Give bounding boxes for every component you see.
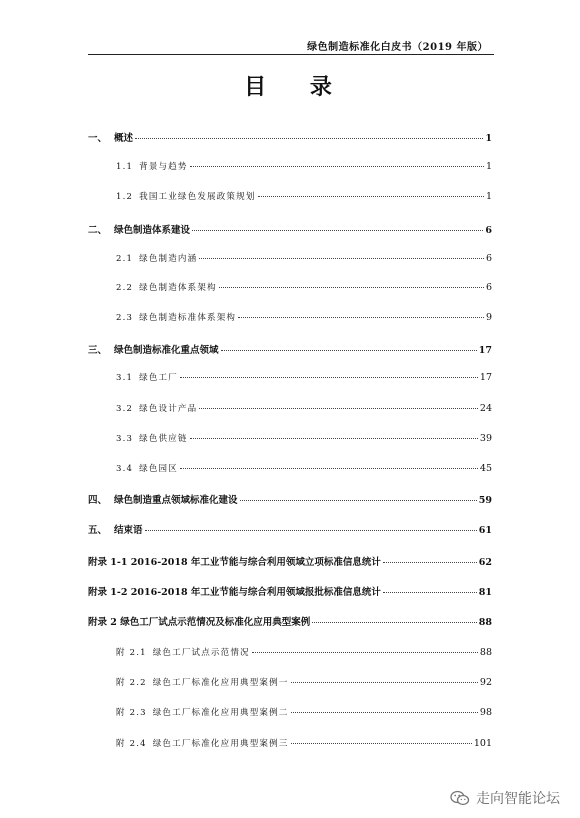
toc-entry-chapter: [88, 342, 492, 356]
toc-page-number: 101: [473, 738, 492, 749]
toc-page-number: 92: [479, 677, 492, 688]
toc-page-number: 88: [478, 617, 492, 628]
toc-entry-label: 绿色工厂标准化应用典型案例一: [152, 678, 289, 688]
toc-entry-section: [116, 676, 492, 688]
toc-entry-label: 绿色工厂标准化应用典型案例二: [152, 708, 289, 718]
toc-entry-section: [116, 402, 492, 414]
toc-leader-dots: [135, 138, 483, 139]
toc-leader-dots: [180, 468, 478, 469]
toc-entry-section: [116, 371, 492, 383]
toc-entry-label: 附录 2 绿色工厂试点示范情况及标准化应用典型案例: [88, 617, 311, 628]
header-rule: [88, 54, 494, 55]
toc-leader-dots: [383, 562, 477, 563]
toc-entry-number: 3.4: [116, 464, 134, 474]
toc-entry-chapter: [88, 130, 492, 144]
toc-entry-number: 附 2.1: [116, 648, 147, 658]
toc-page-number: 61: [478, 525, 492, 536]
toc-page-number: 17: [478, 345, 492, 356]
toc-entry-label: 绿色工厂标准化应用典型案例三: [152, 739, 289, 749]
toc-entry-number: 2.2: [116, 283, 134, 293]
toc-leader-dots: [199, 258, 484, 259]
toc-entry-chapter: [88, 584, 492, 598]
toc-leader-dots: [383, 592, 477, 593]
toc-entry-section: [116, 190, 492, 202]
toc-entry-number: 1.1: [116, 162, 134, 172]
toc-page-number: 1: [485, 191, 492, 202]
toc-entry-chapter: [88, 222, 492, 236]
toc-entry-label: 绿色工厂: [139, 373, 178, 383]
toc-leader-dots: [145, 530, 477, 531]
toc-page-number: 6: [485, 282, 492, 293]
toc-entry-label: 我国工业绿色发展政策规划: [139, 192, 256, 202]
wechat-icon: [450, 790, 470, 806]
toc-leader-dots: [258, 196, 484, 197]
toc-entry-number: 一、: [88, 133, 108, 144]
toc-page-number: 62: [478, 557, 492, 568]
toc-leader-dots: [190, 438, 478, 439]
toc-entry-number: 3.3: [116, 434, 134, 444]
toc-entry-number: 1.2: [116, 192, 134, 202]
toc-entry-label: 结束语: [114, 525, 143, 536]
toc-entry-number: 3.1: [116, 373, 134, 383]
toc-entry-label: 绿色制造标准体系架构: [139, 313, 237, 323]
toc-entry-section: [116, 462, 492, 474]
toc-entry-label: 绿色制造体系架构: [139, 283, 217, 293]
toc-entry-number: 五、: [88, 525, 108, 536]
toc-leader-dots: [190, 166, 484, 167]
toc-entry-label: 绿色制造重点领域标准化建设: [114, 495, 238, 506]
toc-page-number: 88: [479, 647, 492, 658]
toc-leader-dots: [312, 622, 477, 623]
toc-page-number: 1: [485, 161, 492, 172]
toc-leader-dots: [199, 408, 478, 409]
toc-entry-number: 二、: [88, 225, 108, 236]
toc-page-number: 98: [479, 707, 492, 718]
toc-entry-section: [116, 737, 492, 749]
toc-entry-number: 附 2.2: [116, 678, 147, 688]
toc-page-number: 9: [485, 312, 492, 323]
toc-entry-section: [116, 311, 492, 323]
toc-entry-number: 2.1: [116, 254, 134, 264]
toc-entry-section: [116, 252, 492, 264]
toc-page-number: 24: [479, 403, 492, 414]
toc-leader-dots: [252, 652, 478, 653]
toc-leader-dots: [291, 682, 478, 683]
toc-entry-label: 概述: [114, 133, 134, 144]
toc-entry-label: 绿色园区: [139, 464, 178, 474]
toc-entry-chapter: [88, 492, 492, 506]
toc-leader-dots: [291, 743, 472, 744]
toc-entry-section: [116, 281, 492, 293]
toc-leader-dots: [192, 230, 483, 231]
page-title: 目 录: [244, 74, 350, 100]
toc-entry-number: 附 2.4: [116, 739, 147, 749]
toc-leader-dots: [219, 287, 484, 288]
toc-entry-chapter: [88, 554, 492, 568]
toc-page-number: 1: [485, 133, 492, 144]
toc-entry-label: 绿色制造标准化重点领域: [114, 345, 219, 356]
watermark-text: 走向智能论坛: [476, 791, 560, 807]
toc-entry-number: 3.2: [116, 404, 134, 414]
toc-leader-dots: [180, 377, 478, 378]
toc-entry-label: 绿色制造体系建设: [114, 225, 191, 236]
toc-page-number: 39: [479, 433, 492, 444]
toc-page-number: 17: [479, 372, 492, 383]
toc-page-number: 45: [479, 463, 492, 474]
toc-entry-label: 绿色供应链: [139, 434, 188, 444]
toc-leader-dots: [240, 500, 477, 501]
toc-entry-label: 绿色设计产品: [139, 404, 198, 414]
toc-page-number: 6: [485, 225, 492, 236]
toc-entry-label: 附录 1-1 2016-2018 年工业节能与综合利用领域立项标准信息统计: [88, 557, 381, 568]
toc-entry-section: [116, 160, 492, 172]
toc-page-number: 59: [478, 495, 492, 506]
watermark: [450, 788, 560, 808]
toc-entry-label: 附录 1-2 2016-2018 年工业节能与综合利用领域报批标准信息统计: [88, 587, 381, 598]
toc-entry-label: 绿色制造内涵: [139, 254, 198, 264]
toc-entry-section: [116, 646, 492, 658]
toc-entry-chapter: [88, 522, 492, 536]
toc-entry-number: 三、: [88, 345, 108, 356]
toc-entry-chapter: [88, 614, 492, 628]
toc-page-number: 6: [485, 253, 492, 264]
toc-entry-number: 附 2.3: [116, 708, 147, 718]
toc-leader-dots: [221, 350, 477, 351]
toc-page-number: 81: [478, 587, 492, 598]
toc-entry-number: 2.3: [116, 313, 134, 323]
toc-entry-number: 四、: [88, 495, 108, 506]
running-header: 绿色制造标准化白皮书（2019 年版）: [307, 42, 488, 53]
toc-leader-dots: [291, 712, 478, 713]
toc-entry-section: [116, 706, 492, 718]
toc-entry-label: 绿色工厂试点示范情况: [152, 648, 250, 658]
toc-entry-label: 背景与趋势: [139, 162, 188, 172]
toc-leader-dots: [238, 317, 484, 318]
toc-entry-section: [116, 432, 492, 444]
